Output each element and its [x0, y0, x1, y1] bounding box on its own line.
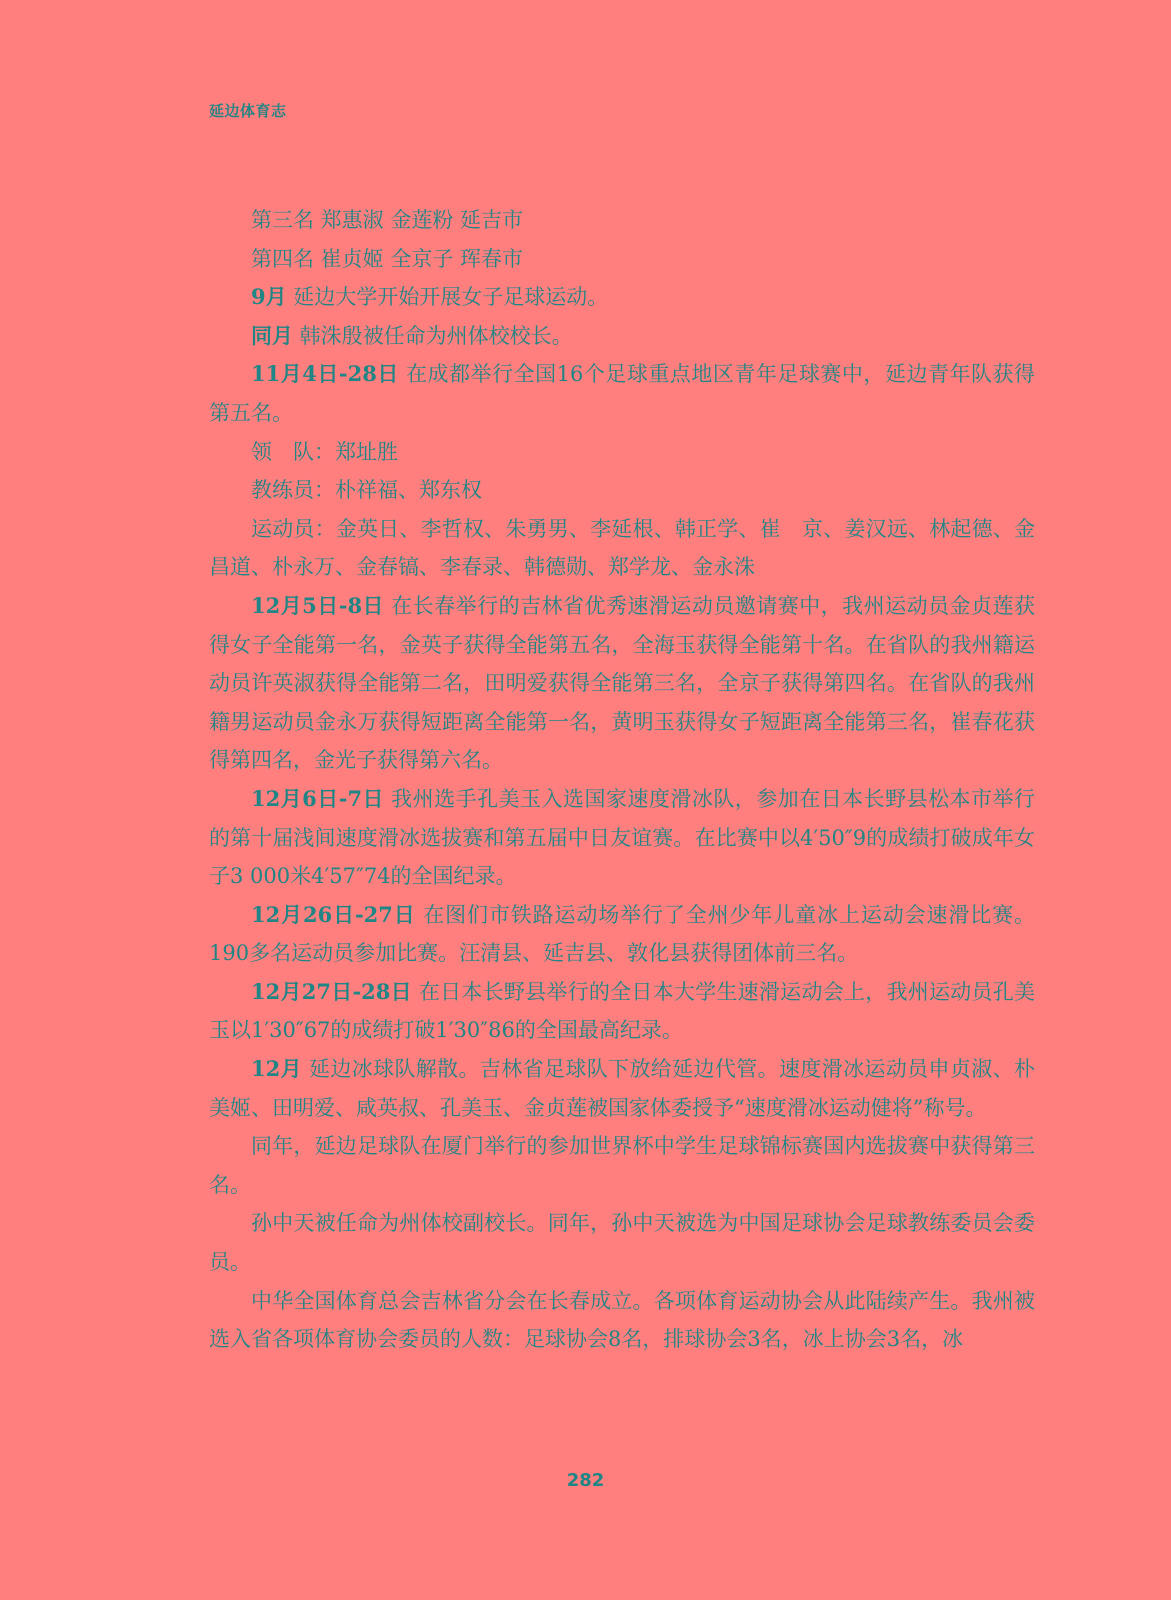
paragraph [209, 1204, 1035, 1281]
paragraph-lead: 同月 [251, 322, 293, 348]
paragraph [209, 510, 1035, 587]
paragraph-lead: 12月5日-8日 [251, 592, 385, 618]
paragraph-text: 在长春举行的吉林省优秀速滑运动员邀请赛中，我州运动员金贞莲获得女子全能第一名，金英子获得全能第五名，全海玉获得全能第十名。在省队的我州籍运动员许英淑获得全能第二名，田明爱获得全能第三名，全京子获得第四名。在省队的我州籍男运动员金永万获得短距离全能第一名，黄明玉获得女子短距离全能第三名，崔春花获得第四名，金光子获得第六名。 [209, 593, 1035, 773]
paragraph-lead: 12月27日-28日 [251, 978, 412, 1004]
paragraph-lead: 11月4日-28日 [251, 361, 399, 387]
paragraph [209, 780, 1035, 896]
paragraph [209, 587, 1035, 780]
paragraph [209, 1127, 1035, 1204]
paragraph-lead: 12月 [251, 1056, 302, 1082]
paragraph-text: 领 队：郑址胜 [251, 439, 398, 464]
paragraph [209, 1050, 1035, 1127]
paragraph-text: 在图们市铁路运动场举行了全州少年儿童冰上运动会速滑比赛。190多名运动员参加比赛。汪清县、延吉县、敦化县获得团体前三名。 [209, 902, 1035, 966]
paragraph-lead: 9月 [251, 284, 287, 310]
paragraph-text: 中华全国体育总会吉林省分会在长春成立。各项体育运动协会从此陆续产生。我州被选入省各项体育协会委员的人数：足球协会8名，排球协会3名，冰上协会3名，冰 [209, 1288, 1035, 1352]
paragraph-text: 在成都举行全国16个足球重点地区青年足球赛中，延边青年队获得第五名。 [209, 362, 1035, 425]
paragraph-text: 教练员：朴祥福、郑东权 [251, 478, 482, 503]
running-header: 延边体育志 [209, 102, 287, 120]
page-body [209, 201, 1035, 1359]
paragraph-text: 同年，延边足球队在厦门举行的参加世界杯中学生足球锦标赛国内选拔赛中获得第三名。 [209, 1134, 1035, 1197]
paragraph-text: 孙中天被任命为州体校副校长。同年，孙中天被选为中国足球协会足球教练委员会委员。 [209, 1211, 1035, 1275]
paragraph [209, 317, 1035, 356]
paragraph-text: 第三名 郑惠淑 金莲粉 延吉市 [251, 208, 524, 232]
paragraph [209, 433, 1035, 472]
paragraph [209, 278, 1035, 317]
paragraph-text: 延边大学开始开展女子足球运动。 [286, 285, 609, 310]
paragraph-lead: 12月6日-7日 [251, 785, 385, 811]
paragraph-text: 第四名 崔贞姬 全京子 珲春市 [251, 246, 524, 271]
paragraph [209, 201, 1035, 240]
paragraph [209, 1282, 1035, 1359]
paragraph-text: 我州选手孔美玉入选国家速度滑冰队，参加在日本长野县松本市举行的第十届浅间速度滑冰选拔赛和第五届中日友谊赛。在比赛中以4′50″9的成绩打破成年女子3 000米4′57″74的全国纪录。 [209, 786, 1035, 889]
page-number: 282 [566, 1470, 605, 1491]
paragraph [209, 355, 1035, 432]
paragraph [209, 896, 1035, 973]
paragraph [209, 240, 1035, 279]
paragraph-text: 韩洙殷被任命为州体校校长。 [293, 323, 573, 348]
paragraph [209, 471, 1035, 510]
paragraph [209, 973, 1035, 1050]
paragraph-text: 在日本长野县举行的全日本大学生速滑运动会上，我州运动员孔美玉以1′30″67的成绩打破1′30″86的全国最高纪录。 [209, 979, 1035, 1043]
paragraph-lead: 12月26日-27日 [251, 901, 416, 927]
paragraph-text: 延边冰球队解散。吉林省足球队下放给延边代管。速度滑冰运动员申贞淑、朴美姬、田明爱、咸英叔、孔美玉、金贞莲被国家体委授予“速度滑冰运动健将”称号。 [209, 1057, 1035, 1120]
paragraph-text: 运动员：金英日、李哲权、朱勇男、李延根、韩正学、崔 京、姜汉远、林起德、金昌道、朴永万、金春镐、李春录、韩德勋、郑学龙、金永洙 [209, 516, 1035, 580]
